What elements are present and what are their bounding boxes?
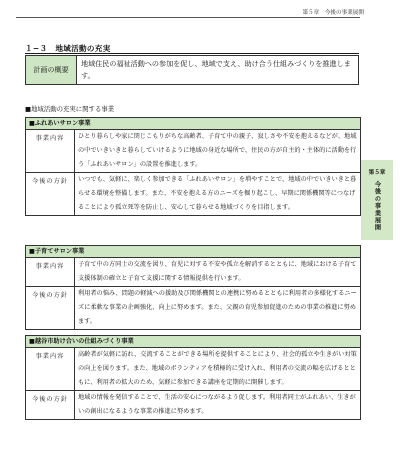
table-row — [26, 391, 360, 420]
project-table-childcare-salon — [25, 245, 361, 330]
side-tab-chapter: 第５章 — [368, 170, 386, 176]
row-text: ひとり暮らしや家に閉じこもりがちな高齢者、子育て中の親子、寂しさや不安を抱えるなどが、地域の中でいきいきと暮らしていけるように地域の身近な場所で、住民の方が自主的・主体的に活動を行う「ふれあいサロン」の設置を推進します。 — [78, 133, 357, 168]
project-title: ■ふれあいサロン事業 — [26, 118, 360, 130]
row-label: 事業内容 — [26, 258, 75, 286]
row-text: いつでも、気軽に、楽しく参加できる「ふれあいサロン」を増やすことで、地域の中でいきいきと暮らせる環境を整備します。また、不安を抱える方のニーズを掘り起こし、早期に関係機関等につなげることにより孤立死等を防止し、安心して暮らせる地域づくりを目指します。 — [78, 176, 357, 211]
row-text: 子育て中の方同士の交流を図り、育児に対する不安や孤立を解消するとともに、地域における子育て支援体制の確立と子育て支援に関する情報提供を行います。 — [78, 261, 357, 282]
project-title: ■越谷市助け合いの仕組みづくり事業 — [26, 336, 360, 348]
row-label: 事業内容 — [26, 348, 75, 390]
summary-label: 計画の概要 — [26, 56, 77, 85]
header-rule — [16, 17, 360, 18]
project-table-mutual-aid — [25, 335, 361, 420]
row-label: 事業内容 — [26, 130, 75, 172]
chapter-side-tab — [361, 160, 393, 240]
projects-subheading: ■地域活動の充実に関する事業 — [25, 105, 115, 113]
row-text: 地域の情報を発信することで、生活の安心につながるよう促します。利用者同士がふれあい、生きがいの創出になるような事業の推進に努めます。 — [78, 394, 356, 415]
table-row — [26, 287, 360, 330]
section-title: １−３ 地域活動の充実 — [25, 44, 111, 53]
row-label: 今後の方針 — [26, 391, 75, 419]
summary-table — [25, 55, 359, 85]
summary-text: 地域住民の福祉活動への参加を促し、地域で支え、助け合う仕組みづくりを推進します。 — [77, 56, 359, 85]
project-table-salon — [25, 117, 361, 216]
row-text: 利用者の悩み、問題の軽減への援助及び関係機関との連携に努めるとともに利用者の多様化するニーズに柔軟な事業の企画強化、向上に努めます。また、父親の育児参加促進のための事業の推進に努めます。 — [78, 290, 357, 325]
section-rule — [25, 53, 359, 54]
row-label: 今後の方針 — [26, 173, 75, 215]
table-row — [26, 130, 360, 173]
side-tab-title: 今後の事業展開 — [373, 181, 381, 232]
chapter-header: 第５章 今後の事業展開 — [302, 10, 364, 16]
table-row — [26, 348, 360, 391]
table-row — [26, 173, 360, 216]
project-title: ■子育てサロン事業 — [26, 246, 360, 258]
row-label: 今後の方針 — [26, 287, 75, 329]
row-text: 高齢者が気軽に訪れ、交流することができる場所を提供することにより、社会的孤立や生きがい対策の向上を図ります。また、地域のボランティアを積極的に受け入れ、利用者の交流の幅を広げるとともに、利用者の拡大のため、気軽に参加できる講座を定期的に開催します。 — [78, 351, 357, 386]
table-row — [26, 258, 360, 287]
